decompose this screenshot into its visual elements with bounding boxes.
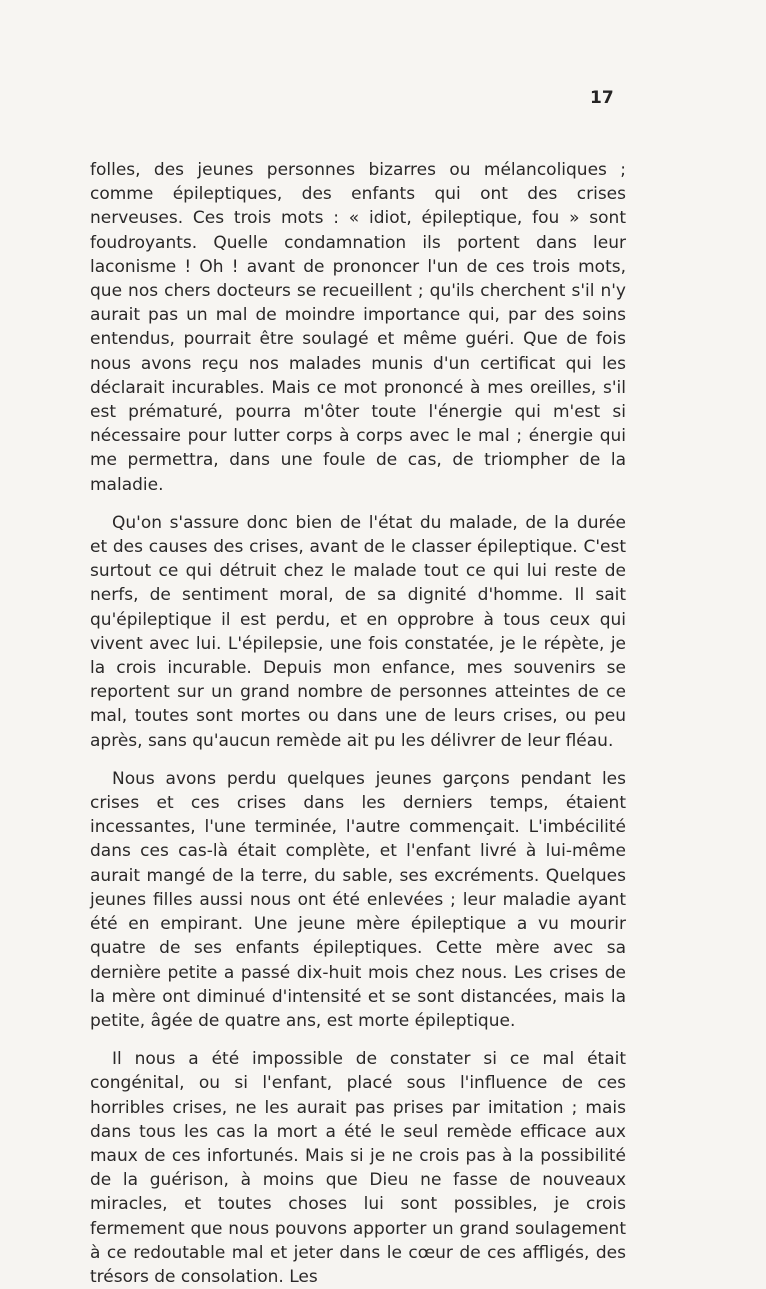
- paragraph-4: Il nous a été impossible de constater si ce mal était congénital, ou si l'enfant, placé sous l'influence de ces horribles crises, ne les aurait pas prises par imitation ; mais dans tous les cas la mort a été le seul remède efficace aux maux de ces infortunés. Mais si je ne crois pas à la possibilité de la guérison, à moins que Dieu ne fasse de nouveaux miracles, et toutes choses lui sont possibles, je crois fermement que nous pouvons apporter un grand soulagement à ce redoutable mal et jeter dans le cœur de ces affligés, des trésors de consolation. Les: [90, 1049, 626, 1287]
- paragraph-3: Nous avons perdu quelques jeunes garçons pendant les crises et ces crises dans les derniers temps, étaient incessantes, l'une terminée, l'autre commençait. L'imbécilité dans ces cas-là était complète, et l'enfant livré à lui-même aurait mangé de la terre, du sable, ses excréments. Quelques jeunes filles aussi nous ont été enlevées ; leur maladie ayant été en empirant. Une jeune mère épileptique a vu mourir quatre de ses enfants épileptiques. Cette mère avec sa dernière petite a passé dix-huit mois chez nous. Les crises de la mère ont diminué d'intensité et se sont distancées, mais la petite, âgée de quatre ans, est morte épileptique.: [90, 768, 626, 1031]
- page-number: 17: [590, 88, 614, 108]
- paragraph-1: folles, des jeunes personnes bizarres ou mélancoliques ; comme épileptiques, des enfants qui ont des crises nerveuses. Ces trois mots : « idiot, épileptique, fou » sont foudroyants. Quelle condamnation ils portent dans leur laconisme ! Oh ! avant de prononcer l'un de ces trois mots, que nos chers docteurs se recueillent ; qu'ils cherchent s'il n'y aurait pas un mal de moindre importance qui, par des soins entendus, pourrait être soulagé et même guéri. Que de fois nous avons reçu nos malades munis d'un certificat qui les déclarait incurables. Mais ce mot prononcé à mes oreilles, s'il est prématuré, pourra m'ôter toute l'énergie qui m'est si nécessaire pour lutter corps à corps avec le mal ; énergie qui me permettra, dans une foule de cas, de triompher de la maladie.: [90, 160, 626, 495]
- body-text: [90, 158, 626, 1289]
- paragraph-2: Qu'on s'assure donc bien de l'état du malade, de la durée et des causes des crises, avant de le classer épileptique. C'est surtout ce qui détruit chez le malade tout ce qui lui reste de nerfs, de sentiment moral, de sa dignité d'homme. Il sait qu'épileptique il est perdu, et en opprobre à tous ceux qui vivent avec lui. L'épilepsie, une fois constatée, je le répète, je la crois incurable. Depuis mon enfance, mes souvenirs se reportent sur un grand nombre de personnes atteintes de ce mal, toutes sont mortes ou dans une de leurs crises, ou peu après, sans qu'aucun remède ait pu les délivrer de leur fléau.: [90, 512, 626, 751]
